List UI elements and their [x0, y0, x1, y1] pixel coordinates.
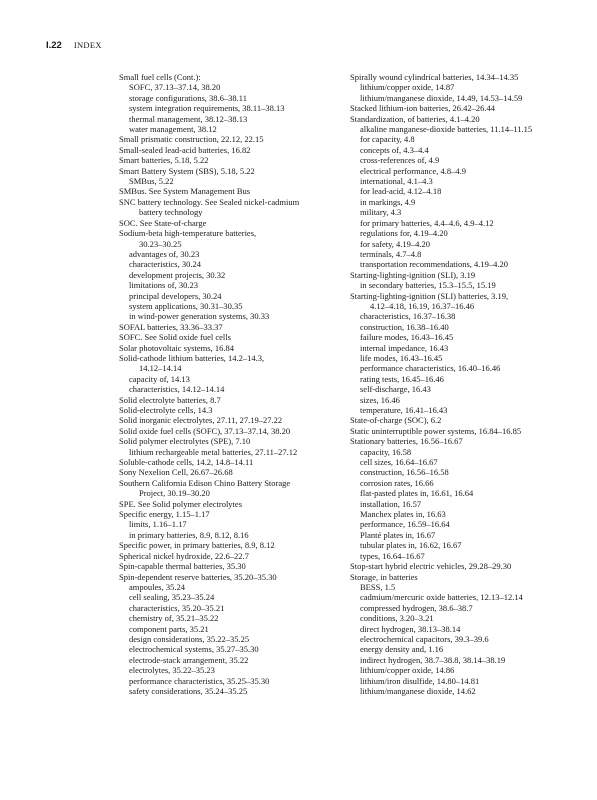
index-subentry: limitations of, 30.23 — [129, 280, 198, 291]
index-subentry: regulations for, 4.19–4.20 — [360, 228, 448, 239]
index-subentry: rating tests, 16.45–16.46 — [360, 373, 444, 384]
index-entry: Solid polymer electrolytes (SPE), 7.10 — [119, 436, 251, 447]
index-subentry: characteristics, 16.37–16.38 — [360, 311, 456, 322]
index-subentry: cell sealing, 35.23–35.24 — [129, 592, 215, 603]
index-subentry: internal impedance, 16.43 — [360, 342, 449, 353]
index-subentry: energy density and, 1.16 — [360, 644, 444, 655]
index-subentry: ampoules, 35.24 — [129, 581, 185, 592]
index-entry: Spirally wound cylindrical batteries, 14.34–14.35 — [350, 72, 519, 82]
index-subentry: chemistry of, 35.21–35.22 — [129, 613, 219, 624]
index-subentry: lithium rechargeable metal batteries, 27.11–27.12 — [129, 446, 298, 457]
index-subentry: electrode-stack arrangement, 35.22 — [129, 654, 249, 665]
index-subentry: cell sizes, 16.64–16.67 — [360, 457, 438, 468]
index-entry: Solid-cathode lithium batteries, 14.2–14.3, — [119, 352, 265, 363]
index-subentry: principal developers, 30.24 — [129, 290, 222, 301]
index-entry: Standardization, of batteries, 4.1–4.20 — [350, 113, 480, 124]
index-subentry: cadmium/mercuric oxide batteries, 12.13–12.14 — [360, 592, 523, 603]
index-subentry: lithium/copper oxide, 14.87 — [360, 82, 455, 93]
index-entry: Small fuel cells (Cont.): — [119, 72, 201, 82]
index-subentry: sizes, 16.46 — [360, 394, 400, 405]
index-entry: Solid electrolyte batteries, 8.7 — [119, 394, 221, 405]
index-subentry: for lead-acid, 4.12–4.18 — [360, 186, 442, 197]
index-entry: Soluble-cathode cells, 14.2, 14.8–14.11 — [119, 457, 254, 468]
index-subentry: in primary batteries, 8.9, 8.12, 8.16 — [129, 529, 249, 540]
index-subentry: component parts, 35.21 — [129, 623, 209, 634]
index-entry: Stop-start hybrid electric vehicles, 29.28–29.30 — [350, 561, 512, 572]
index-entry: Sodium-beta high-temperature batteries, — [119, 228, 257, 239]
index-subentry: electrochemical systems, 35.27–35.30 — [129, 644, 259, 655]
index-entry: Starting-lighting-ignition (SLI), 3.19 — [350, 269, 476, 280]
index-subentry: in markings, 4.9 — [360, 196, 416, 207]
index-subentry: capacity, 16.58 — [360, 446, 412, 457]
index-subentry: international, 4.1–4.3 — [360, 176, 433, 187]
index-entry-continuation: battery technology — [139, 207, 203, 218]
index-subentry: compressed hydrogen, 38.6–38.7 — [360, 602, 473, 613]
running-header — [46, 39, 102, 52]
index-entry: Spin-capable thermal batteries, 35.30 — [119, 561, 246, 572]
index-subentry: safety considerations, 35.24–35.25 — [129, 685, 248, 696]
index-column-right — [350, 72, 590, 696]
index-subentry: alkaline manganese-dioxide batteries, 11.14–11.15 — [360, 124, 533, 135]
index-subentry: in wind-power generation systems, 30.33 — [129, 311, 270, 322]
index-subentry: SMBus, 5.22 — [129, 176, 174, 187]
index-subentry: transportation recommendations, 4.19–4.20 — [360, 259, 509, 270]
index-subentry: electrical performance, 4.8–4.9 — [360, 165, 466, 176]
index-subentry: life modes, 16.43–16.45 — [360, 352, 443, 363]
index-entry: Storage, in batteries — [350, 571, 418, 582]
index-entry: Specific power, in primary batteries, 8.9, 8.12 — [119, 540, 275, 551]
index-entry: Spin-dependent reserve batteries, 35.20–35.30 — [119, 571, 277, 582]
index-entry: Solid-electrolyte cells, 14.3 — [119, 405, 213, 415]
index-subentry: terminals, 4.7–4.8 — [360, 248, 422, 259]
index-subentry: construction, 16.56–16.58 — [360, 467, 449, 478]
index-subentry: for primary batteries, 4.4–4.6, 4.9–4.12 — [360, 217, 494, 228]
index-subentry: military, 4.3 — [360, 207, 402, 218]
index-entry-continuation: Project, 30.19–30.20 — [139, 488, 210, 499]
index-subentry: characteristics, 14.12–14.14 — [129, 384, 225, 395]
index-subentry: lithium/iron disulfide, 14.80–14.81 — [360, 675, 480, 686]
index-entry: Solar photovoltaic systems, 16.84 — [119, 342, 234, 353]
index-subentry: characteristics, 30.24 — [129, 259, 201, 270]
index-subentry: Manchex plates in, 16.63 — [360, 509, 446, 520]
index-subentry: in secondary batteries, 15.3–15.5, 15.19 — [360, 280, 496, 291]
index-subentry: temperature, 16.41–16.43 — [360, 405, 448, 415]
index-entry: Small prismatic construction, 22.12, 22.15 — [119, 134, 264, 145]
index-subentry: thermal management, 38.12–38.13 — [129, 113, 248, 124]
index-subentry: lithium/copper oxide, 14.86 — [360, 665, 455, 676]
index-entry: SOFAL batteries, 33.36–33.37 — [119, 321, 223, 332]
index-entry: Solid oxide fuel cells (SOFC), 37.13–37.14, 38.20 — [119, 425, 291, 436]
index-subentry: SOFC, 37.13–37.14, 38.20 — [129, 82, 221, 93]
index-entry: Spherical nickel hydroxide, 22.6–22.7 — [119, 550, 249, 561]
index-subentry: direct hydrogen, 38.13–38.14 — [360, 623, 461, 634]
index-entry: Sony Nexelion Cell, 26.67–26.68 — [119, 467, 233, 478]
index-subentry: types, 16.64–16.67 — [360, 550, 425, 561]
index-entry: Stacked lithium-ion batteries, 26.42–26.44 — [350, 103, 495, 114]
index-subentry: self-discharge, 16.43 — [360, 384, 431, 395]
index-subentry: tubular plates in, 16.62, 16.67 — [360, 540, 462, 551]
index-entry: Smart batteries, 5.18, 5.22 — [119, 155, 209, 166]
index-entry: SPE. See Solid polymer electrolytes — [119, 498, 242, 509]
index-subentry: BESS, 1.5 — [360, 581, 396, 592]
index-subentry: system integration requirements, 38.11–38.13 — [129, 103, 285, 114]
index-subentry: concepts of, 4.3–4.4 — [360, 144, 429, 155]
index-subentry: development projects, 30.32 — [129, 269, 226, 280]
index-entry: Smart Battery System (SBS), 5.18, 5.22 — [119, 165, 255, 176]
index-subentry: characteristics, 35.20–35.21 — [129, 602, 225, 613]
section-title: INDEX — [73, 40, 102, 50]
index-entry: Static uninterruptible power systems, 16.84–16.85 — [350, 425, 522, 436]
index-subentry: lithium/manganese dioxide, 14.49, 14.53–14.59 — [360, 92, 523, 103]
index-subentry: water management, 38.12 — [129, 124, 217, 135]
index-subentry: performance characteristics, 35.25–35.30 — [129, 675, 270, 686]
index-entry: Stationary batteries, 16.56–16.67 — [350, 436, 463, 447]
index-subentry: performance, 16.59–16.64 — [360, 519, 450, 530]
index-entry-continuation: 4.12–4.18, 16.19, 16.37–16.46 — [370, 300, 475, 311]
index-subentry: flat-pasted plates in, 16.61, 16.64 — [360, 488, 474, 499]
index-entry-continuation: 14.12–14.14 — [139, 363, 182, 374]
index-subentry: cross-references of, 4.9 — [360, 155, 440, 166]
index-subentry: for capacity, 4.8 — [360, 134, 415, 145]
index-column-left — [119, 72, 359, 696]
index-entry-continuation: 30.23–30.25 — [139, 238, 182, 249]
index-subentry: electrolytes, 35.22–35.23 — [129, 665, 215, 676]
index-entry: SNC battery technology. See Sealed nickel-cadmium — [119, 196, 300, 207]
index-subentry: advantages of, 30.23 — [129, 248, 200, 259]
index-subentry: corrosion rates, 16.66 — [360, 477, 434, 488]
index-subentry: Planté plates in, 16.67 — [360, 529, 436, 540]
index-subentry: construction, 16.38–16.40 — [360, 321, 449, 332]
index-subentry: electrochemical capacitors, 39.3–39.6 — [360, 633, 489, 644]
index-entry: SMBus. See System Management Bus — [119, 186, 251, 197]
index-entry: Solid inorganic electrolytes, 27.11, 27.19–27.22 — [119, 415, 283, 426]
index-subentry: conditions, 3.20–3.21 — [360, 613, 434, 624]
index-entry: State-of-charge (SOC), 6.2 — [350, 415, 442, 426]
index-subentry: storage configurations, 38.6–38.11 — [129, 92, 247, 103]
index-subentry: system applications, 30.31–30.35 — [129, 300, 243, 311]
index-subentry: performance characteristics, 16.40–16.46 — [360, 363, 501, 374]
index-entry: Southern California Edison Chino Battery Storage — [119, 477, 291, 488]
index-subentry: design considerations, 35.22–35.25 — [129, 633, 250, 644]
index-entry: Small-sealed lead-acid batteries, 16.82 — [119, 144, 251, 155]
index-subentry: failure modes, 16.43–16.45 — [360, 332, 454, 343]
page-number: I.22 — [46, 40, 62, 51]
index-subentry: limits, 1.16–1.17 — [129, 519, 187, 530]
index-entry: SOFC. See Solid oxide fuel cells — [119, 332, 231, 343]
index-subentry: indirect hydrogen, 38.7–38.8, 38.14–38.19 — [360, 654, 506, 665]
index-entry: SOC. See State-of-charge — [119, 217, 207, 228]
index-subentry: lithium/manganese dioxide, 14.62 — [360, 685, 476, 696]
index-subentry: installation, 16.57 — [360, 498, 422, 509]
index-subentry: for safety, 4.19–4.20 — [360, 238, 431, 249]
index-subentry: capacity of, 14.13 — [129, 373, 190, 384]
index-entry: Specific energy, 1.15–1.17 — [119, 509, 210, 520]
index-entry: Starting-lighting-ignition (SLI) batteries, 3.19, — [350, 290, 509, 301]
